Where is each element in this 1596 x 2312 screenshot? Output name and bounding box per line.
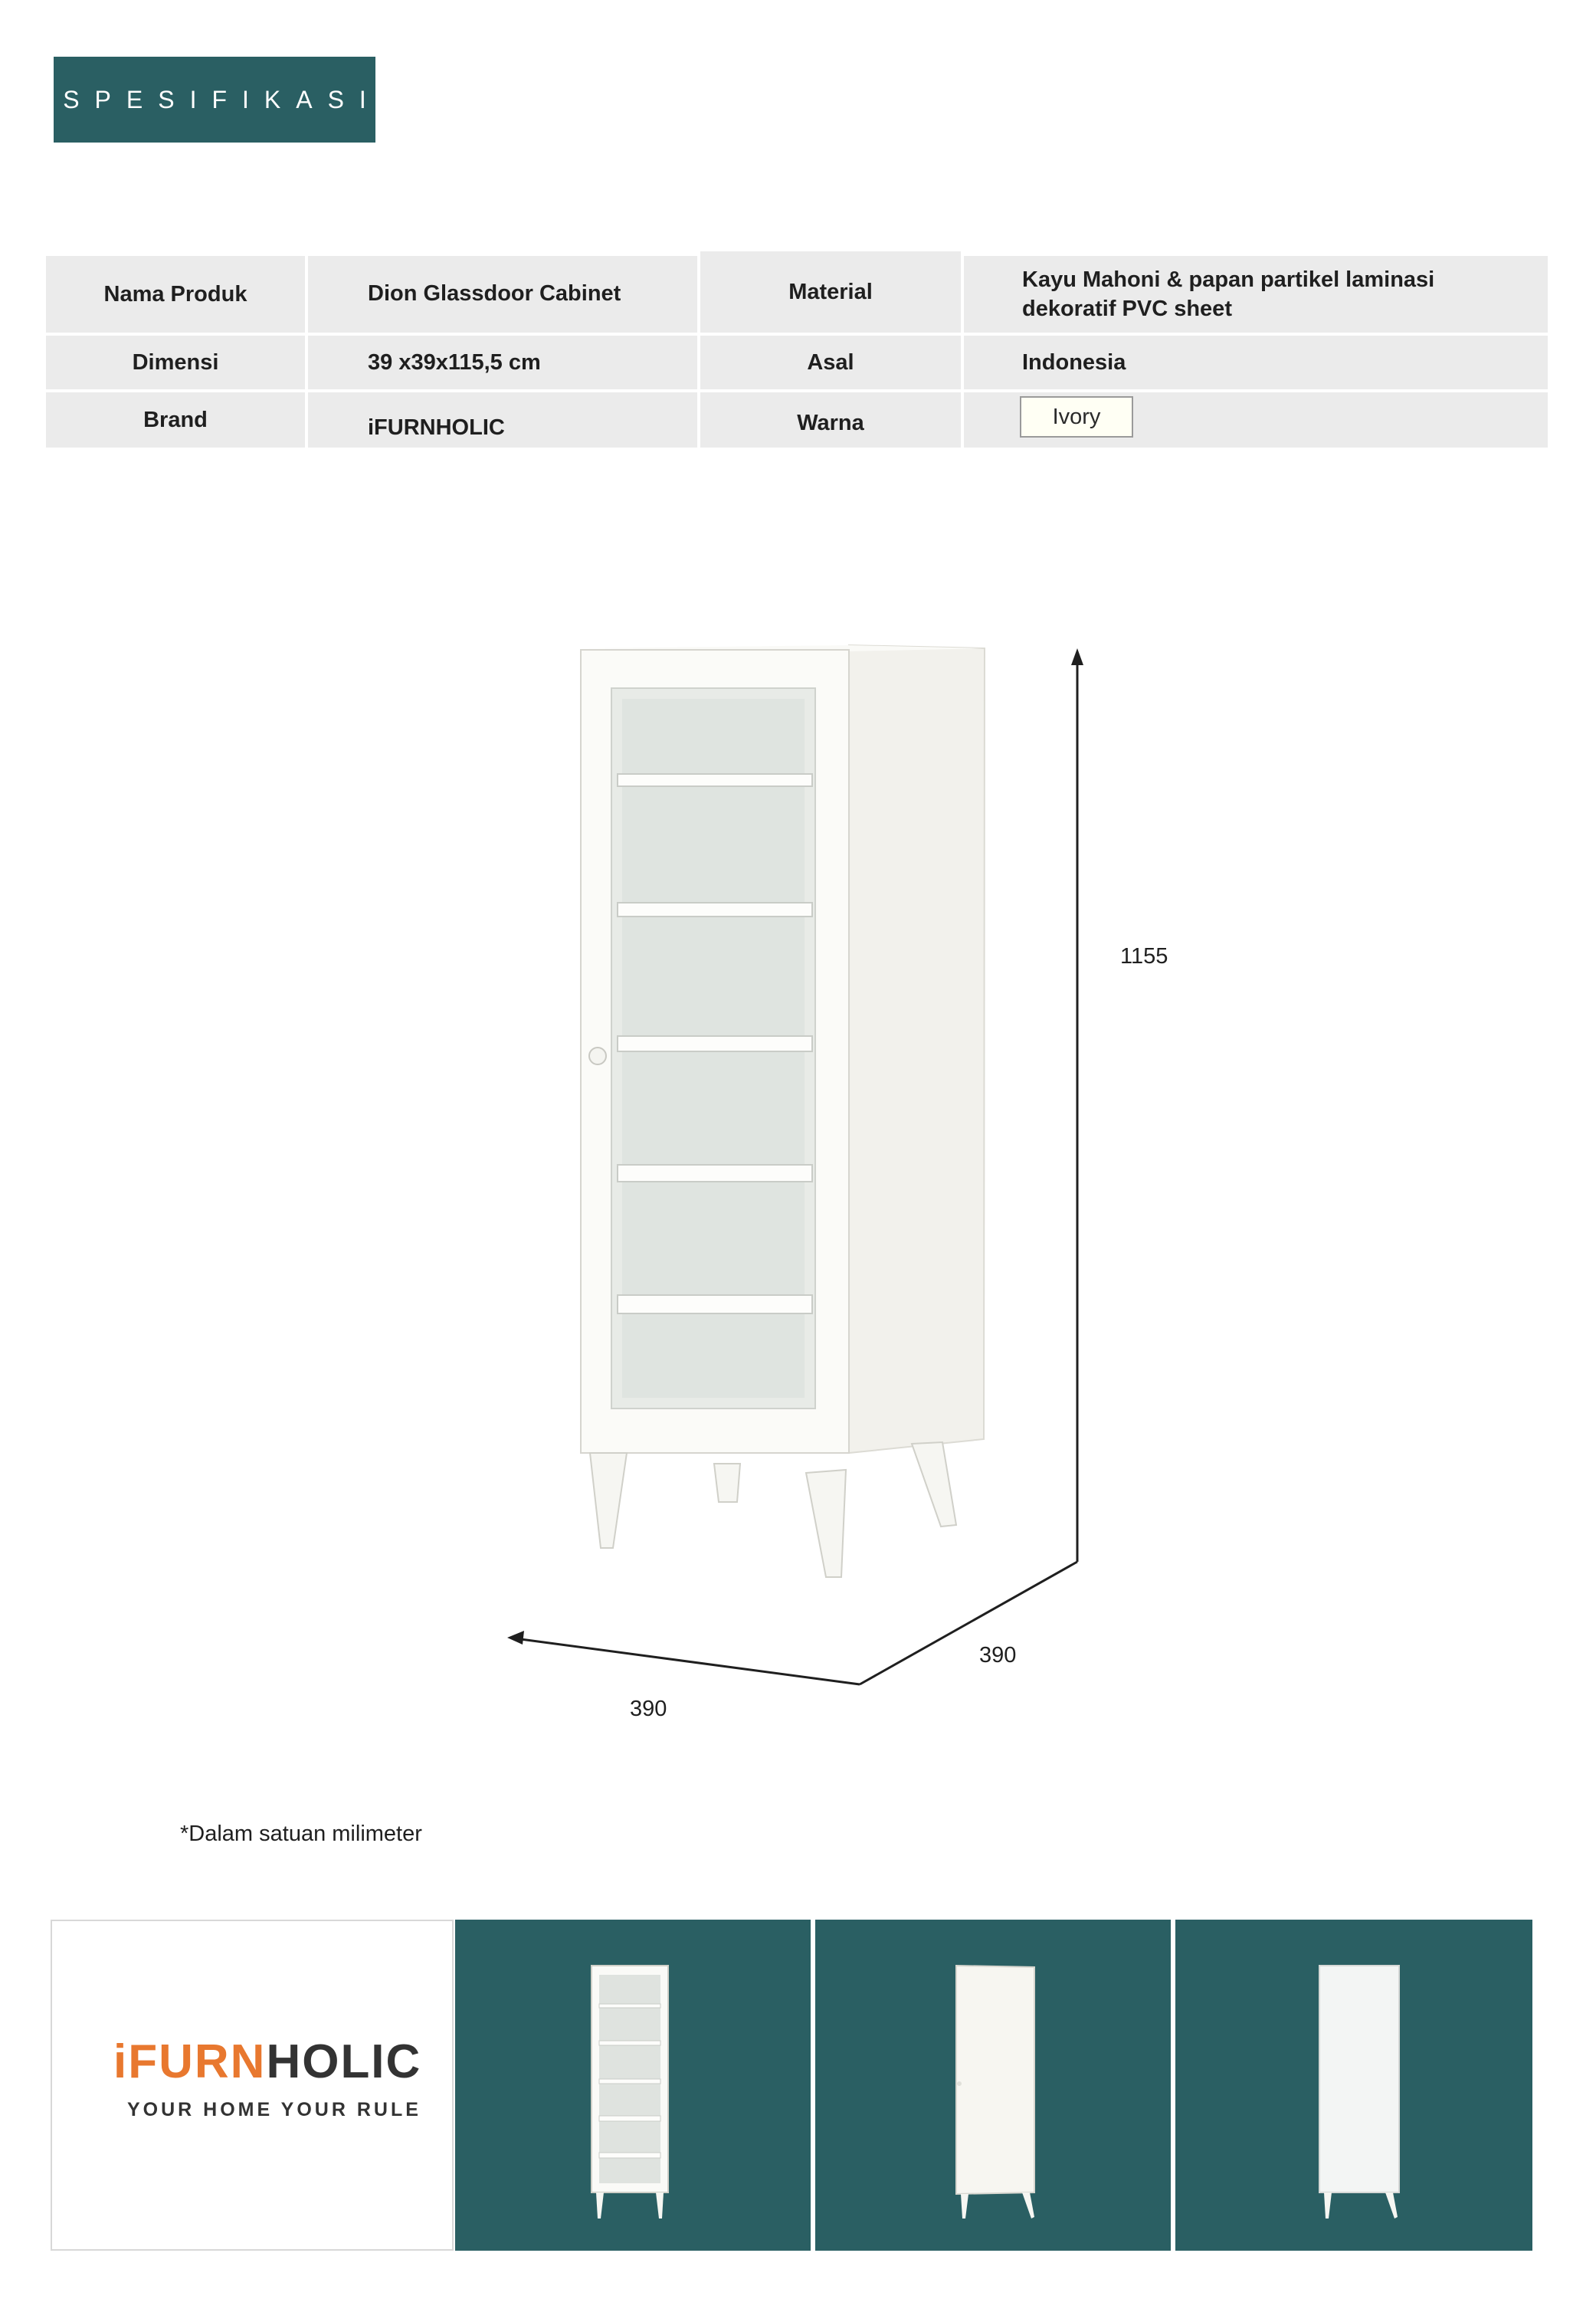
dimension-width-label: 390 [630, 1697, 667, 1721]
material-line-1: Kayu Mahoni & papan partikel laminasi [1022, 267, 1435, 292]
thumbnail-front-view[interactable] [455, 1920, 811, 2251]
cabinet-front-thumbnail-icon [455, 1920, 811, 2251]
width-arrow-icon [507, 1631, 524, 1645]
value-dimensi: 39 x39x115,5 cm [308, 336, 697, 389]
label-dimensi: Dimensi [46, 336, 305, 389]
brand-logo-box [51, 1920, 454, 2251]
shelf-4 [618, 1165, 812, 1182]
label-brand: Brand [46, 392, 305, 448]
value-asal: Indonesia [964, 336, 1548, 389]
shelf-1 [618, 774, 812, 786]
shelf-5 [618, 1295, 812, 1313]
label-asal: Asal [700, 336, 961, 389]
leg-front-left [590, 1453, 627, 1548]
brand-tagline: YOUR HOME YOUR RULE [127, 2099, 421, 2120]
thumbnail-side-view[interactable] [815, 1920, 1171, 2251]
color-swatch-ivory: Ivory [1020, 396, 1133, 438]
label-material: Material [700, 251, 961, 333]
dimension-height-label: 1155 [1120, 944, 1168, 969]
logo-prefix: i [113, 2035, 129, 2088]
cabinet-back-thumbnail-icon [1175, 1920, 1532, 2251]
shelf-2 [618, 903, 812, 917]
logo-accent: FURN [128, 2035, 267, 2088]
cabinet-side-thumbnail-icon [815, 1920, 1171, 2251]
logo-rest: HOLIC [266, 2035, 422, 2088]
brand-logo [113, 2035, 421, 2089]
page-title: SPESIFIKASI [63, 85, 382, 113]
label-warna: Warna [700, 392, 961, 448]
height-arrow-icon [1071, 648, 1083, 665]
material-line-2: dekoratif PVC sheet [1022, 297, 1232, 321]
leg-back-left [714, 1464, 740, 1502]
unit-note: *Dalam satuan milimeter [180, 1822, 422, 1846]
cabinet-legs [590, 1442, 956, 1577]
door-knob [589, 1048, 606, 1064]
value-nama-produk: Dion Glassdoor Cabinet [308, 256, 697, 333]
leg-back-right [912, 1442, 956, 1527]
thumbnail-back-view[interactable] [1175, 1920, 1532, 2251]
depth-line [860, 1562, 1077, 1684]
label-nama-produk: Nama Produk [46, 256, 305, 333]
dimension-depth-label: 390 [979, 1643, 1017, 1668]
shelf-3 [618, 1036, 812, 1051]
value-brand: iFURNHOLIC [308, 392, 697, 448]
width-line [515, 1638, 860, 1684]
leg-front-right [806, 1470, 846, 1577]
cabinet-side-panel [849, 645, 985, 1453]
